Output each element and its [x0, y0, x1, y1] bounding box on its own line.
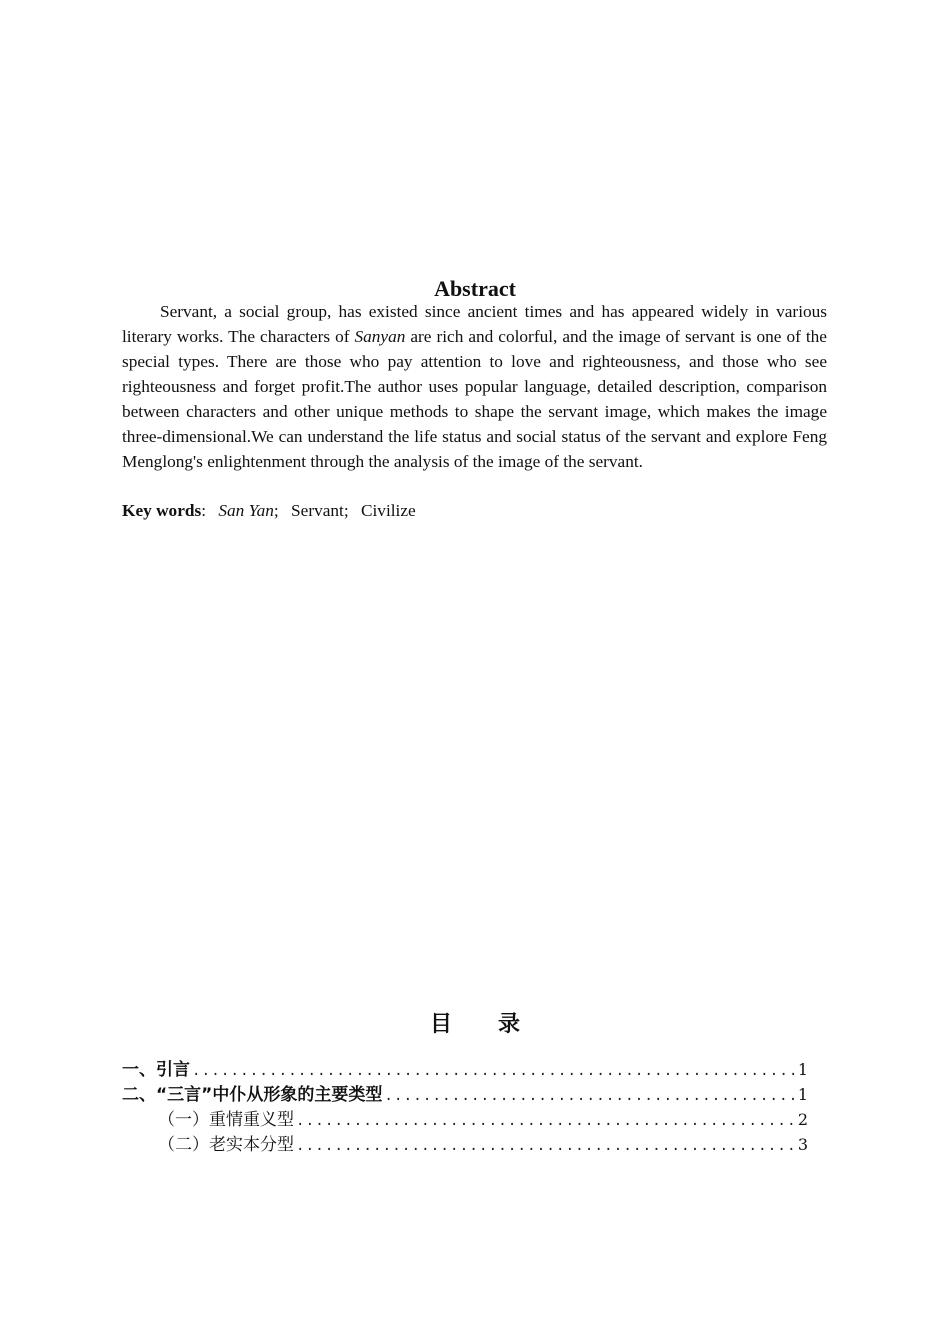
abstract-text-part1: Servant, a social group, has existed since ancient times and has appeared widely in various literary works. The characters of — [122, 302, 827, 346]
toc-entry-label: 二、“三言”中仆从形象的主要类型 — [122, 1085, 383, 1105]
keywords-colon: : — [201, 501, 207, 520]
keyword-san-yan: San Yan — [218, 501, 274, 520]
keywords-line — [122, 498, 827, 523]
toc-page-number: 3 — [797, 1135, 808, 1154]
toc-page-number: 1 — [797, 1085, 808, 1104]
toc-dot-leader — [192, 1059, 796, 1084]
table-of-contents — [122, 1057, 808, 1157]
keyword-civilize: Civilize — [360, 501, 416, 520]
abstract-title: Abstract — [434, 275, 516, 301]
abstract-text-part2: are rich and colorful, and the image of servant is one of the special types. There are those who pay attention to love and righteousness, and those who see righteousness and forget profit.The author uses popular language, detailed description, comparison between characters and other unique methods to shape the servant image, which makes the image three-dimensional.We can understand the life status and social status of the servant and explore Feng Menglong's enlightenment through the analysis of the image of the servant. — [122, 327, 827, 471]
toc-entry-label: （一）重情重义型 — [158, 1110, 294, 1130]
toc-entry-main-types[interactable] — [122, 1082, 808, 1107]
toc-dot-leader — [296, 1134, 796, 1159]
toc-entry-loyal-type[interactable] — [122, 1107, 808, 1132]
toc-entry-introduction[interactable] — [122, 1057, 808, 1082]
sanyan-italic: Sanyan — [354, 327, 406, 346]
toc-dot-leader — [384, 1084, 795, 1109]
toc-entry-label: 一、引言 — [122, 1060, 190, 1080]
keyword-servant: Servant — [291, 501, 344, 520]
toc-page-number: 2 — [797, 1110, 808, 1129]
keywords-label: Key words — [122, 501, 202, 520]
toc-title: 目录 — [429, 1012, 566, 1038]
abstract-body — [122, 299, 827, 474]
toc-entry-label: （二）老实本分型 — [158, 1135, 294, 1155]
keyword-separator: ; — [343, 501, 349, 520]
keyword-separator: ; — [273, 501, 279, 520]
toc-entry-honest-type[interactable] — [122, 1132, 808, 1157]
toc-dot-leader — [296, 1109, 796, 1134]
toc-page-number: 1 — [797, 1060, 808, 1079]
